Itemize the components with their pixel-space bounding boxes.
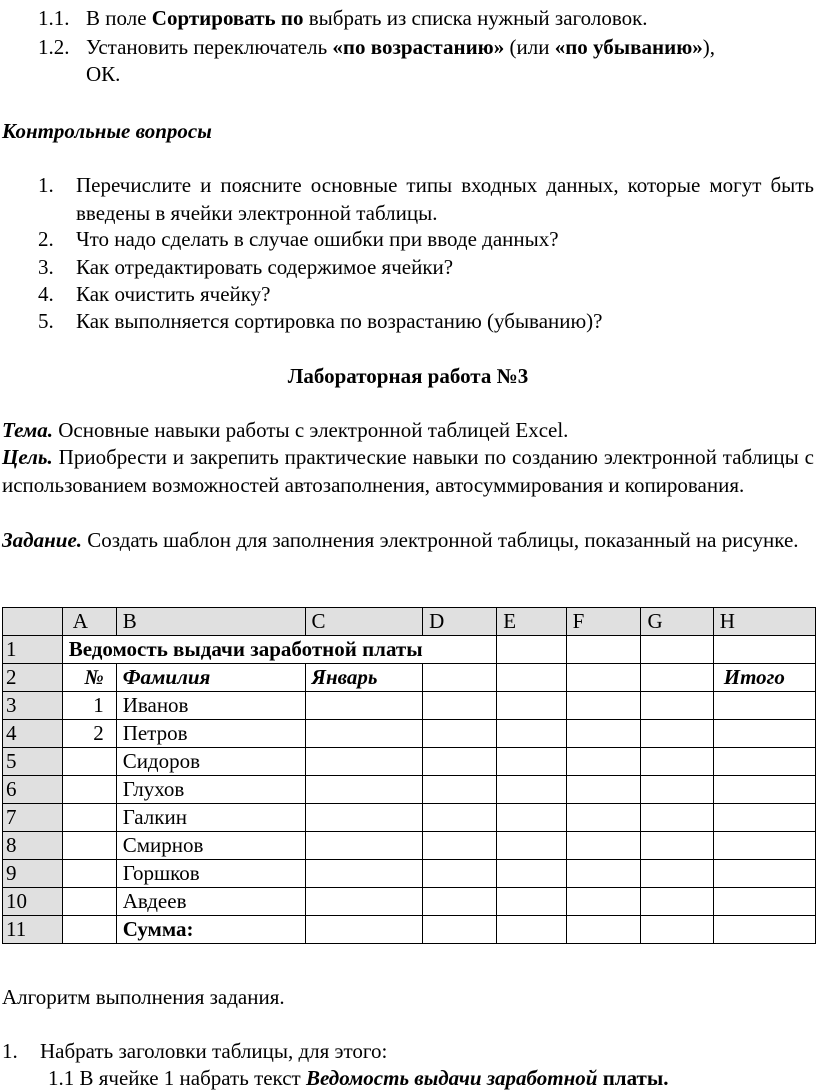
step-text: ), [702, 35, 715, 59]
algorithm-heading: Алгоритм выполнения задания. [2, 985, 285, 1009]
row-header: 6 [3, 776, 63, 804]
table-cell [423, 832, 497, 860]
table-cell [305, 860, 423, 888]
step-number: 1. [2, 1039, 18, 1063]
table-row [3, 692, 816, 720]
sort-step-2-cont: ОК. [86, 62, 121, 86]
row-header: 3 [3, 692, 63, 720]
row-header: 9 [3, 860, 63, 888]
row-number-cell: 1 [62, 692, 116, 720]
table-cell [497, 636, 566, 664]
table-cell [713, 636, 815, 664]
table-cell [497, 832, 566, 860]
table-cell [497, 776, 566, 804]
field-name: Сортировать по [151, 6, 304, 30]
table-cell [497, 916, 566, 944]
column-header-g: G [641, 608, 713, 636]
step-number: 1.2. [38, 35, 70, 59]
corner-cell [3, 608, 63, 636]
table-row [3, 776, 816, 804]
table-cell [641, 804, 713, 832]
table-cell [641, 860, 713, 888]
row-number-cell [62, 860, 116, 888]
table-row [3, 888, 816, 916]
table-cell [641, 888, 713, 916]
table-cell [641, 916, 713, 944]
table-cell [497, 748, 566, 776]
question-text: Как отредактировать содержимое ячейки? [76, 255, 454, 279]
substep-bold: платы. [597, 1066, 669, 1090]
sum-label-cell: Сумма: [116, 916, 305, 944]
row-number-cell [62, 888, 116, 916]
table-cell [423, 664, 497, 692]
question-number: 5. [38, 309, 54, 333]
algorithm-substep-1-1 [48, 1064, 669, 1092]
surname-cell: Сидоров [116, 748, 305, 776]
table-cell [713, 916, 815, 944]
table-cell [713, 888, 815, 916]
table-cell [305, 776, 423, 804]
table-cell [497, 664, 566, 692]
column-header-a: A [62, 608, 116, 636]
step-text: Набрать заголовки таблицы, для этого: [40, 1039, 388, 1063]
step-text: (или [504, 35, 555, 59]
table-cell [641, 636, 713, 664]
row-number-cell [62, 748, 116, 776]
table-cell [566, 720, 641, 748]
table-cell [566, 804, 641, 832]
table-cell [305, 804, 423, 832]
sort-step-1 [38, 4, 648, 32]
column-header-row [3, 608, 816, 636]
table-cell [641, 832, 713, 860]
row-header: 8 [3, 832, 63, 860]
table-cell [497, 804, 566, 832]
table-cell [305, 888, 423, 916]
task-text: Создать шаблон для заполнения электронной таблицы, показанный на рисунке. [82, 528, 799, 552]
table-cell [423, 720, 497, 748]
table-cell [305, 916, 423, 944]
table-cell [641, 692, 713, 720]
table-cell [423, 916, 497, 944]
table-cell [62, 916, 116, 944]
table-cell [641, 748, 713, 776]
row-header: 11 [3, 916, 63, 944]
row-number-cell [62, 804, 116, 832]
table-row [3, 832, 816, 860]
column-header-b: B [116, 608, 305, 636]
table-row [3, 804, 816, 832]
table-cell [566, 832, 641, 860]
step-number: 1.1. [38, 6, 70, 30]
spreadsheet-table [2, 607, 816, 944]
column-header-d: D [423, 608, 497, 636]
column-header-e: E [497, 608, 566, 636]
table-cell [713, 692, 815, 720]
row-number-cell [62, 776, 116, 804]
question-number: 3. [38, 255, 54, 279]
lab-goal [2, 443, 814, 499]
table-cell [641, 664, 713, 692]
table-cell [305, 720, 423, 748]
surname-cell: Петров [116, 720, 305, 748]
step-text: В поле [86, 6, 152, 30]
question-text: Как очистить ячейку? [76, 282, 271, 306]
table-row [3, 664, 816, 692]
table-cell [423, 748, 497, 776]
table-cell [423, 636, 497, 664]
table-cell [423, 804, 497, 832]
column-header-c: C [305, 608, 423, 636]
table-row [3, 636, 816, 664]
table-cell [423, 776, 497, 804]
table-cell [713, 776, 815, 804]
table-cell [566, 664, 641, 692]
question-text: Перечислите и поясните основные типы входных данных, которые могут быть введены в ячейки электронной таблицы. [76, 173, 814, 225]
question-text: Как выполняется сортировка по возрастанию (убыванию)? [76, 309, 603, 333]
question-number: 2. [38, 227, 54, 251]
row-header: 5 [3, 748, 63, 776]
table-cell [497, 860, 566, 888]
topic-text: Основные навыки работы с электронной таблицей Excel. [53, 418, 569, 442]
table-cell [566, 888, 641, 916]
column-header-f: F [566, 608, 641, 636]
option-ascending: «по возрастанию» [332, 35, 505, 59]
row-header: 2 [3, 664, 63, 692]
task-label: Задание. [2, 528, 83, 552]
table-cell [305, 832, 423, 860]
table-row [3, 860, 816, 888]
table-cell [641, 776, 713, 804]
surname-cell: Авдеев [116, 888, 305, 916]
questions-heading: Контрольные вопросы [2, 119, 212, 143]
question-number: 1. [38, 173, 54, 197]
option-descending: «по убыванию» [554, 35, 703, 59]
question-1 [38, 171, 814, 227]
table-row [3, 720, 816, 748]
table-cell [305, 692, 423, 720]
surname-cell: Горшков [116, 860, 305, 888]
table-cell [497, 720, 566, 748]
lab-task [2, 526, 814, 554]
lab-topic [2, 416, 568, 444]
table-cell [305, 748, 423, 776]
table-cell [713, 832, 815, 860]
table-cell [566, 916, 641, 944]
row-header: 10 [3, 888, 63, 916]
header-surname: Фамилия [116, 664, 305, 692]
surname-cell: Иванов [116, 692, 305, 720]
lab-title: Лабораторная работа №3 [287, 364, 529, 388]
substep-emphasis: Ведомость выдачи заработной [306, 1066, 598, 1090]
table-cell [641, 720, 713, 748]
substep-text: В ячейке 1 набрать текст [74, 1066, 306, 1090]
row-number-cell [62, 832, 116, 860]
question-number: 4. [38, 282, 54, 306]
surname-cell: Галкин [116, 804, 305, 832]
header-january: Январь [305, 664, 423, 692]
step-text: выбрать из списка нужный заголовок. [303, 6, 648, 30]
row-header: 7 [3, 804, 63, 832]
table-cell [566, 748, 641, 776]
substep-number: 1.1 [48, 1066, 75, 1090]
table-cell [566, 776, 641, 804]
table-cell [713, 860, 815, 888]
table-cell [566, 692, 641, 720]
table-cell [423, 860, 497, 888]
question-text: Что надо сделать в случае ошибки при вводе данных? [76, 227, 559, 251]
goal-text: Приобрести и закрепить практические навыки по созданию электронной таблицы с использованием возможностей автозаполнения, автосуммирования и копирования. [2, 445, 814, 497]
surname-cell: Глухов [116, 776, 305, 804]
table-cell [497, 692, 566, 720]
table-cell [566, 860, 641, 888]
sort-step-2 [38, 33, 715, 61]
table-row [3, 916, 816, 944]
table-cell [713, 720, 815, 748]
column-header-h: H [713, 608, 815, 636]
table-cell [497, 888, 566, 916]
surname-cell: Смирнов [116, 832, 305, 860]
table-cell [713, 804, 815, 832]
row-header: 1 [3, 636, 63, 664]
row-header: 4 [3, 720, 63, 748]
table-cell [713, 748, 815, 776]
goal-label: Цель. [2, 445, 53, 469]
table-cell [566, 636, 641, 664]
row-number-cell: 2 [62, 720, 116, 748]
header-total: Итого [713, 664, 815, 692]
table-cell [423, 888, 497, 916]
table-cell [423, 692, 497, 720]
table-row [3, 748, 816, 776]
topic-label: Тема. [2, 418, 54, 442]
header-number: № [62, 664, 116, 692]
sheet-title-cell: Ведомость выдачи заработной платы [62, 636, 422, 664]
step-text: Установить переключатель [86, 35, 333, 59]
